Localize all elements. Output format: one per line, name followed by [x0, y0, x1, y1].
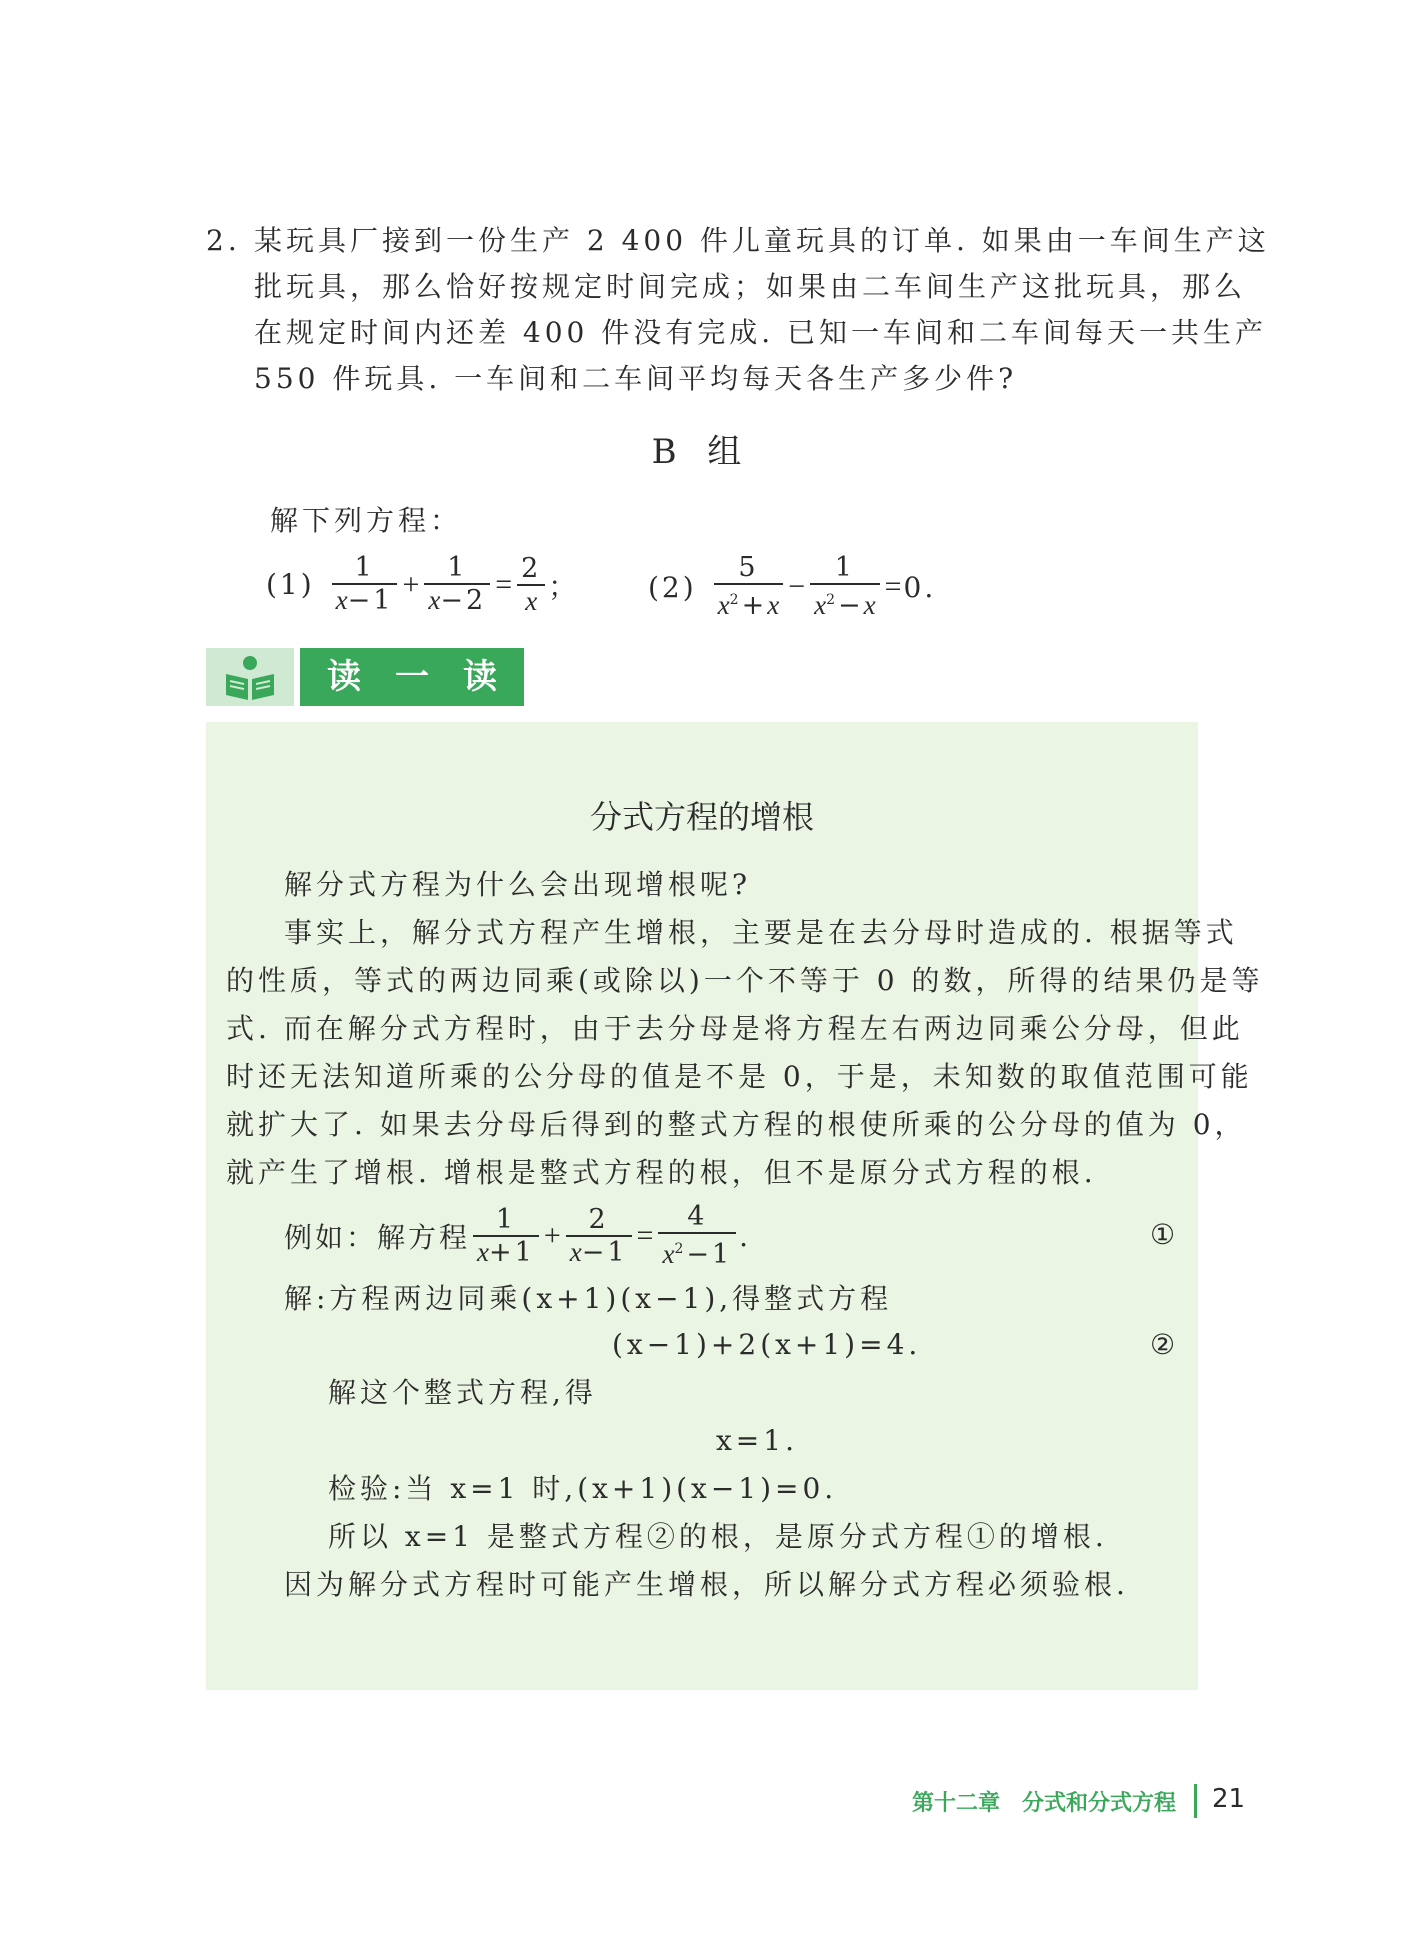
plus-sign: + [543, 1219, 561, 1252]
fraction [473, 1205, 539, 1268]
numerator: 1 [495, 1203, 516, 1235]
problem-line-1: 某玩具厂接到一份生产 2 400 件儿童玩具的订单. 如果由一车间生产这 [254, 224, 1270, 257]
conclusion-line: 所以 x=1 是整式方程②的根，是原分式方程①的增根. [328, 1520, 1108, 1553]
page-number: 21 [1212, 1784, 1246, 1814]
numerator: 1 [354, 552, 375, 583]
integral-equation: (x−1)+2(x+1)=4. [612, 1328, 922, 1361]
rhs: 0. [903, 570, 937, 604]
reading-para-line-6: 就产生了增根. 增根是整式方程的根，但不是原分式方程的根. [226, 1156, 1097, 1189]
equals-sign: = [495, 567, 513, 601]
result-line: x=1. [716, 1424, 798, 1457]
group-b-title: B 组 [651, 432, 752, 472]
denominator: x+1 [473, 1235, 539, 1268]
period: . [739, 1219, 752, 1253]
fraction [566, 1205, 632, 1268]
check-line: 检验:当 x=1 时,(x+1)(x−1)=0. [328, 1472, 838, 1505]
equation-marker-2: ② [1150, 1328, 1176, 1361]
problem-line-3: 在规定时间内还差 400 件没有完成. 已知一车间和二车间每天一共生产 [254, 316, 1268, 349]
equation-2 [648, 553, 936, 621]
final-line: 因为解分式方程时可能产生增根，所以解分式方程必须验根. [284, 1568, 1129, 1601]
denominator: x−1 [332, 583, 398, 616]
reading-para-line-4: 时还无法知道所乘的公分母的值是不是 0，于是，未知数的取值范围可能 [226, 1060, 1253, 1093]
equals-sign: = [636, 1219, 654, 1252]
reading-book-icon [222, 654, 278, 702]
equation-marker-1: ① [1150, 1218, 1176, 1251]
problem-line-2: 批玩具，那么恰好按规定时间完成；如果由二车间生产这批玩具，那么 [254, 270, 1247, 303]
footer-divider [1194, 1784, 1197, 1818]
reading-para-line-2: 的性质，等式的两边同乘(或除以)一个不等于 0 的数，所得的结果仍是等 [226, 964, 1264, 997]
fraction [332, 553, 398, 616]
denominator: x [517, 584, 545, 616]
denominator: x−1 [566, 1235, 632, 1268]
semicolon: ； [548, 569, 580, 603]
numerator: 1 [447, 552, 468, 583]
numerator: 1 [834, 552, 855, 583]
fraction [424, 553, 490, 616]
fraction [810, 553, 880, 621]
minus-sign: − [788, 570, 806, 603]
problem-line-4: 550 件玩具. 一车间和二车间平均每天各生产多少件? [254, 362, 1018, 395]
equation-1-label: (1) [266, 568, 315, 601]
denominator: $x^2-1$ [658, 1232, 736, 1270]
reading-para-line-5: 就扩大了. 如果去分母后得到的整式方程的根使所乘的公分母的值为 0， [226, 1108, 1247, 1141]
numerator: 4 [687, 1201, 708, 1232]
banner-title: 读 一 读 [300, 648, 524, 706]
solve-line: 解这个整式方程,得 [328, 1376, 597, 1409]
reading-para-line-1: 事实上，解分式方程产生增根，主要是在去分母时造成的. 根据等式 [284, 916, 1238, 949]
footer-chapter: 第十二章 分式和分式方程 [912, 1791, 1177, 1816]
denominator: $x^2+x$ [714, 583, 784, 621]
denominator: x−2 [424, 583, 490, 616]
fraction [517, 554, 545, 616]
reading-question: 解分式方程为什么会出现增根呢? [284, 868, 752, 901]
equals-sign: = [884, 570, 902, 603]
example-prefix: 例如：解方程 [284, 1221, 471, 1254]
numerator: 2 [521, 552, 542, 584]
denominator: $x^2-x$ [810, 583, 880, 621]
group-b-instruction: 解下列方程： [270, 504, 463, 537]
fraction [658, 1202, 736, 1270]
solution-line: 解:方程两边同乘(x+1)(x−1),得整式方程 [284, 1282, 893, 1315]
reading-heading: 分式方程的增根 [589, 798, 814, 836]
numerator: 2 [588, 1203, 609, 1235]
equation-1 [266, 553, 579, 616]
equation-2-label: (2) [648, 570, 697, 604]
fraction [714, 553, 784, 621]
numerator: 5 [738, 552, 759, 583]
read-banner [206, 648, 524, 706]
reading-para-line-3: 式. 而在解分式方程时，由于去分母是将方程左右两边同乘公分母，但此 [226, 1012, 1244, 1045]
plus-sign: + [402, 567, 420, 601]
example-equation [284, 1202, 751, 1270]
problem-number: 2. [206, 224, 241, 257]
